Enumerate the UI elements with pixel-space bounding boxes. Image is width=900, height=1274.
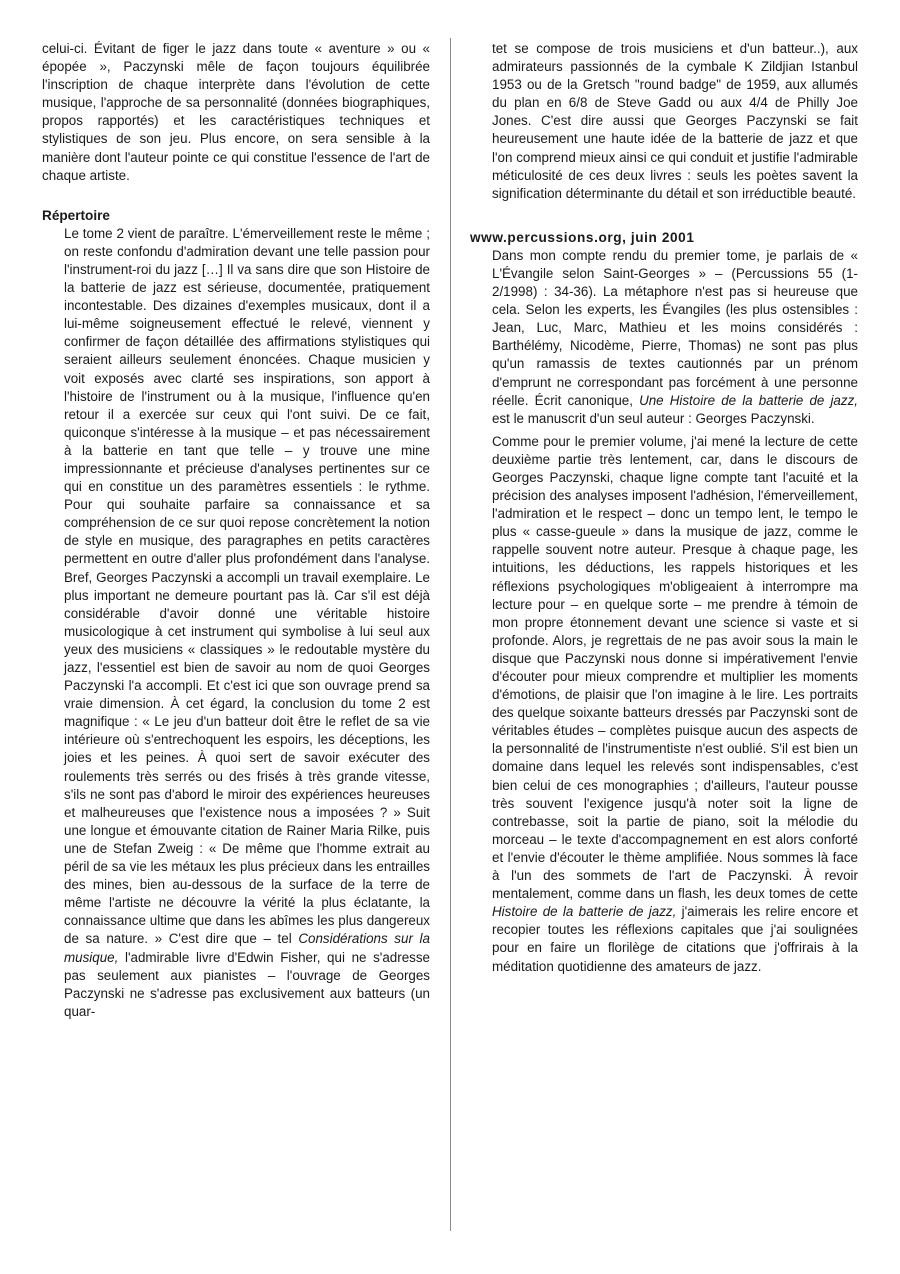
section-heading-repertoire: Répertoire: [42, 207, 110, 223]
section-heading-percussions: www.percussions.org, juin 2001: [470, 229, 695, 245]
intro-paragraph: celui-ci. Évitant de figer le jazz dans toute « aventure » ou « épopée », Paczynski mêle de façon toujours équilibrée l'inscription de chaque interprète dans l'évolution de cette musique, l'approche de sa personnalité (données biographiques, propos rapportés) et les caractéristiques techniques et stylistiques de son jeu. Plus encore, on sera sensible à la manière dont l'auteur pointe ce qui constitue l'essence de l'art de chaque artiste.: [42, 41, 430, 183]
book-title-histoire: Une Histoire de la batterie de jazz,: [639, 392, 858, 408]
repertoire-text: Le tome 2 vient de paraître. L'émerveillement reste le même ; on reste confondu d'admiration devant une telle passion pour l'instrument-roi du jazz […] Il va sans dire que son Histoire de la batterie de jazz est sérieuse, documentée, pratiquement incontestable. Des dizaines d'exemples musicaux, dont il a lui-même soigneusement effectué le relevé, viennent y confirmer de façon détaillée des affirmations stylistiques qui seraient ailleurs seulement énoncées. Chaque musicien y voit exposés avec clarté ses inspirations, son apport à l'histoire de l'instrument ou à la musique, l'influence qu'en retour il a exercée sur ceux qui l'ont suivi. De ce fait, quiconque s'intéresse à la musique – et pas nécessairement à la batterie en tant que telle – y trouve une mine impressionnante et précieuse d'analyses pertinentes sur ce qui en constitue un des paramètres essentiels : le rythme. Pour qui souhaite parfaire sa connaissance et sa compréhension de ce sur quoi repose concrètement la notion de style en musique, des paragraphes en petits caractères permettent en outre d'aller plus profondément dans l'analyse. Bref, Georges Paczynski a accompli un travail exemplaire. Le plus important ne demeure pourtant pas là. Car s'il est déjà considérable d'avoir donné une véritable histoire musicologique à cet instrument qui symbolise à lui seul aux yeux des musiciens « classiques » le redoutable mystère du jazz, l'essentiel est bien de savoir au nom de quoi Georges Paczynski l'a accompli. Et c'est ici que son ouvrage prend sa vraie dimension. À cet égard, la conclusion du tome 2 est magnifique : « Le jeu d'un batteur doit être le reflet de sa vie intérieure où s'entrechoquent les espoirs, les déceptions, les joies et les peines. À quoi sert de savoir exécuter des roulements très serrés ou des frisés à très grande vitesse, s'ils ne sont pas d'abord le miroir des expériences heureuses et malheureuses que l'existence nous a imposées ? » Suit une longue et émouvante citation de Rainer Maria Rilke, puis une de Stefan Zweig : « De même que l'homme extrait au péril de sa vie les métaux les plus précieux dans les entrailles des mines, bien au-dessous de la surface de la terre de même l'artiste ne découvre la vérité la plus éclatante, la connaissance ultime que dans les abîmes les plus dangereux de sa nature. » C'est dire que – tel: [64, 225, 430, 947]
review-p1-text-end: est le manuscrit d'un seul auteur : Georges Paczynski.: [492, 410, 815, 426]
right-column: [470, 40, 858, 976]
review-paragraph-1: [470, 247, 858, 428]
continuation-paragraph: tet se compose de trois musiciens et d'un batteur..), aux admirateurs passionnés de la cymbale K Zildjian Istanbul 1953 ou de la Gretsch "round badge" de 1959, aux allumés du plan en 6/8 de Steve Gadd ou aux 4/4 de Philly Joe Jones. C'est dire aussi que Georges Paczynski se fait heureusement une haute idée de la batterie de jazz et que l'on comprend mieux ainsi ce qui conduit et justifie l'admirable méticulosité de ces deux livres : seuls les poètes savent la signification déterminante du détail et son irréductible beauté.: [492, 41, 858, 201]
repertoire-paragraph: [42, 225, 430, 1021]
left-column: [42, 40, 430, 1021]
column-divider: [450, 38, 451, 1231]
review-p2-text-end: j'aimerais les relire encore et recopier toutes les réflexions capitales que j'ai soulignées pour en faire un florilège de citations que j'offrirais à la méditation quotidienne des amateurs de jazz.: [492, 904, 858, 974]
book-title-considerations: Considérations sur la musique,: [64, 931, 430, 965]
repertoire-text-end: l'admirable livre d'Edwin Fisher, qui ne s'adresse pas seulement aux pianistes – l'ouvrage de Georges Paczynski ne s'adresse pas exclusivement aux batteurs (un quar-: [64, 949, 430, 1019]
book-title-histoire-2: Histoire de la batterie de jazz,: [492, 904, 677, 920]
review-p2-text: Comme pour le premier volume, j'ai mené la lecture de cette deuxième partie très lentement, car, dans le discours de Georges Paczynski, chaque ligne compte tant l'acuité et la précision des analyses imposent l'adhésion, l'émerveillement, l'admiration et le respect – donc un tempo lent, le tempo le plus « casse-gueule » dans la musique de jazz, comme le rappelle souvent notre auteur. Presque à chaque page, les intuitions, les déductions, les rappels historiques et les réflexions psychologiques m'obligeaient à interrompre ma lecture pour – en quelque sorte – me prendre à témoin de mon propre étonnement devant une science si vaste et si profonde. Alors, je regrettais de ne pas avoir sous la main le disque que Paczynski nous donne si impérativement l'envie d'écouter pour mieux comprendre et multiplier les moments d'émotions, de plaisir que l'on imagine à le lire. Les portraits des quelque soixante batteurs dressés par Paczynski sont de véritables études – complètes puisque aucun des aspects de la personnalité de l'instrumentiste n'est oublié. S'il est bien un domaine dans lequel les relevés sont indispensables, c'est bien celui de ces monographies ; d'ailleurs, l'auteur pousse très souvent l'exigence jusqu'à noter soit la ligne de contrebasse, soit la partie de piano, soit la mélodie du morceau – le texte d'accompagnement en est alors conforté et l'envie d'écouter le thème amplifiée. Nous sommes là face à l'un des sommets de l'art de Paczynski. À revoir mentalement, comme dans un flash, les deux tomes de cette: [492, 433, 858, 902]
review-p1-text: Dans mon compte rendu du premier tome, je parlais de « L'Évangile selon Saint-Georges » – (Percussions 55 (1-2/1998) : 34-36). La métaphore n'est pas si heureuse que cela. Selon les experts, les Évangiles (les plus ostensibles : Jean, Luc, Marc, Mathieu et les moins considérés : Barthélémy, Nicodème, Pierre, Thomas) ne sont pas plus qu'un ramassis de textes cautionnés par un prénom d'emprunt ne correspondant pas forcément à une personne réelle. Écrit canonique,: [492, 247, 858, 408]
review-paragraph-2: [470, 433, 858, 976]
